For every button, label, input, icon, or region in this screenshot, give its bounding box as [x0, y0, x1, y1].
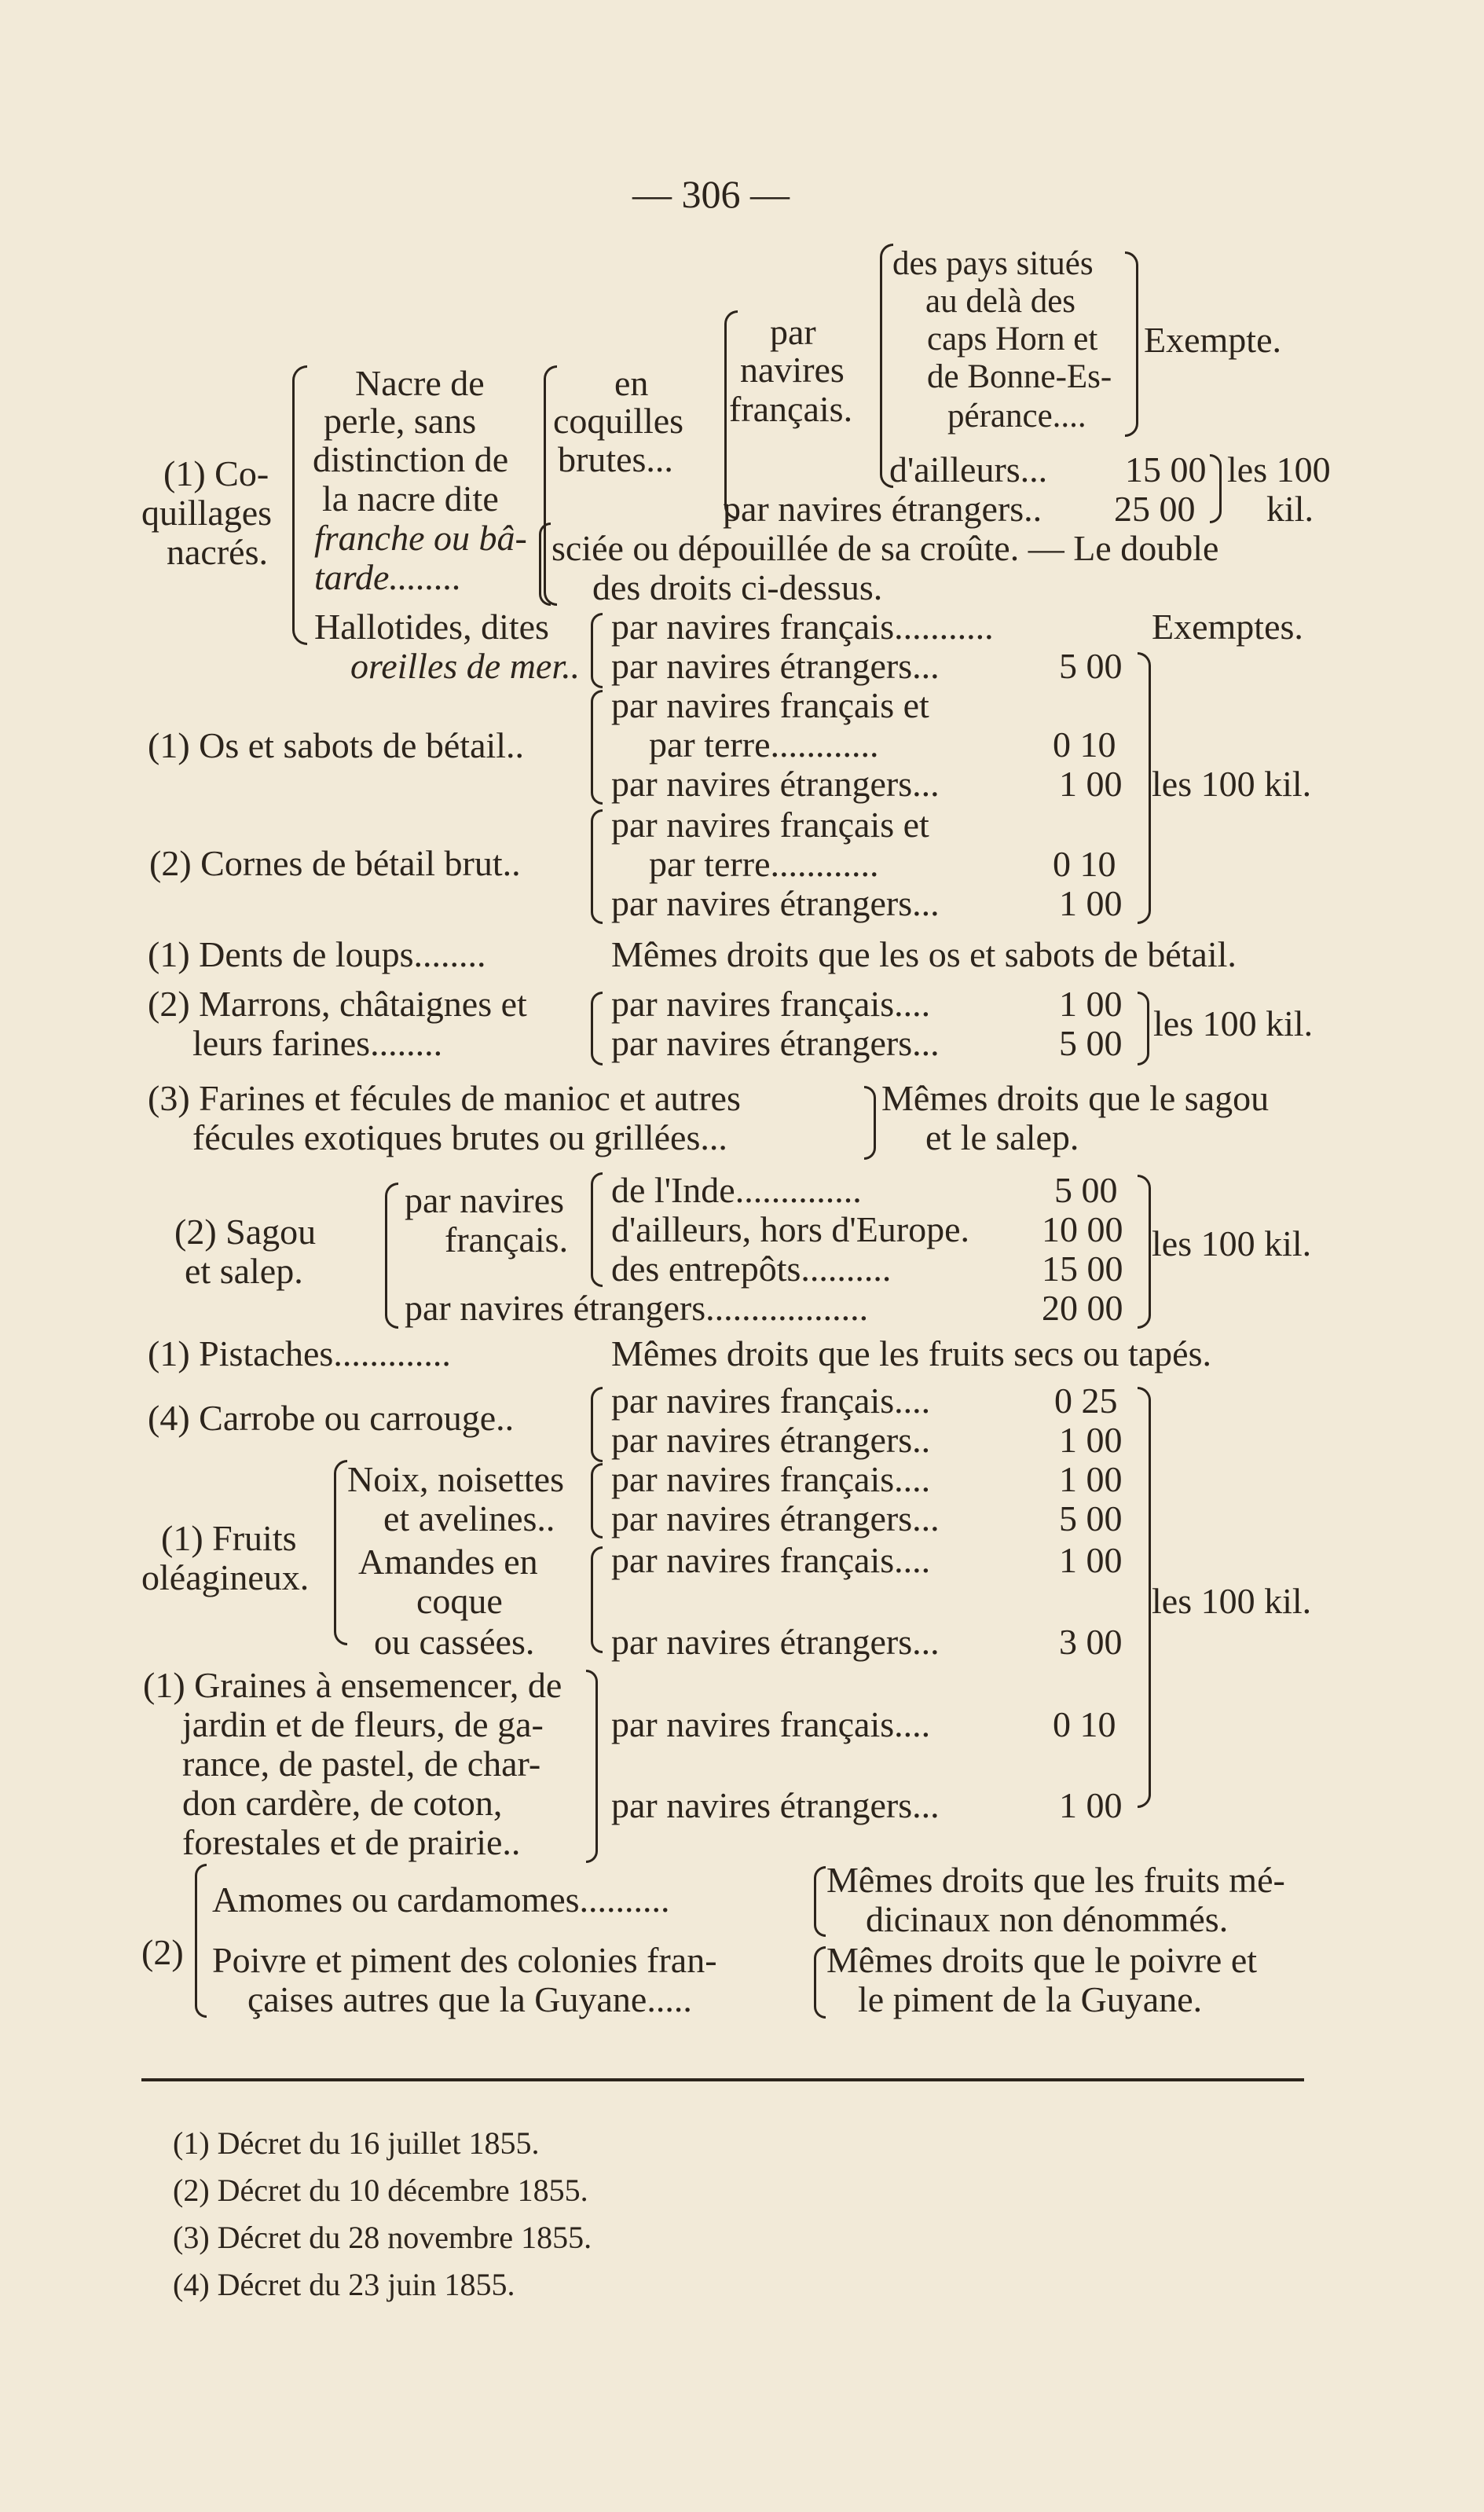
fruits-amandes-1: Amandes en — [358, 1542, 538, 1582]
nacre-pays-2: au delà des — [925, 283, 1076, 320]
sagou-etrangers-value: 20 00 — [1042, 1288, 1123, 1328]
dents-text: Mêmes droits que les os et sabots de bétail. — [611, 934, 1237, 974]
sagou-unit: les 100 kil. — [1152, 1223, 1312, 1263]
hallotides-francais: par navires français........... — [611, 607, 994, 647]
farines-brace — [864, 1086, 876, 1160]
graines-label-5: forestales et de prairie.. — [182, 1822, 521, 1862]
nacre-etrangers: par navires étrangers.. — [723, 489, 1042, 529]
nacre-category-3: nacrés. — [167, 532, 268, 572]
pistaches-text: Mêmes droits que les fruits secs ou tapés. — [611, 1333, 1211, 1373]
poivre-label-2: çaises autres que la Guyane..... — [247, 1979, 692, 2019]
nacre-sciee-1: sciée ou dépouillée de sa croûte. — Le double — [551, 528, 1219, 568]
marrons-etrangers-value: 5 00 — [1059, 1023, 1123, 1063]
nacre-pays-4: de Bonne-Es- — [927, 358, 1112, 395]
sagou-navires-1: par navires — [405, 1180, 565, 1220]
fruits-amandes-2: coque — [416, 1581, 503, 1621]
fruits-noix-etrangers-value: 5 00 — [1059, 1498, 1123, 1538]
marrons-etrangers: par navires étrangers... — [611, 1023, 940, 1063]
nacre-desc-5: franche ou bâ- — [314, 518, 527, 558]
cornes-etrangers-value: 1 00 — [1059, 883, 1123, 923]
fruits-amandes-3: ou cassées. — [374, 1622, 535, 1662]
amomes-mark: (2) — [141, 1932, 184, 1972]
hallotides-exemptes: Exemptes. — [1152, 607, 1303, 647]
nacre-ailleurs: d'ailleurs... — [889, 449, 1048, 490]
cornes-francais-2: par terre............ — [649, 844, 879, 884]
amomes-result-1: Mêmes droits que les fruits mé- — [826, 1860, 1285, 1900]
os-francais-2: par terre............ — [649, 724, 879, 765]
amomes-label: Amomes ou cardamomes.......... — [212, 1879, 670, 1920]
carrobe-francais: par navires français.... — [611, 1381, 931, 1421]
sagou-label-1: (2) Sagou — [174, 1212, 317, 1252]
amomes-result-2: dicinaux non dénommés. — [866, 1899, 1229, 1939]
cornes-francais-value: 0 10 — [1053, 844, 1116, 884]
cornes-francais-1: par navires français et — [611, 805, 929, 845]
sagou-ailleurs: d'ailleurs, hors d'Europe. — [611, 1209, 970, 1249]
hallotides-2: oreilles de mer.. — [350, 646, 581, 686]
farines-result-2: et le salep. — [925, 1117, 1079, 1157]
nacre-category-2: quillages — [141, 493, 273, 533]
fruits-unit: les 100 kil. — [1152, 1581, 1312, 1621]
nacre-pays-5: pérance.... — [947, 398, 1086, 435]
graines-francais-value: 0 10 — [1053, 1704, 1116, 1744]
nacre-desc-4: la nacre dite — [322, 479, 499, 519]
graines-label-2: jardin et de fleurs, de ga- — [182, 1704, 544, 1744]
fruits-noix-1: Noix, noisettes — [347, 1459, 564, 1499]
os-francais-1: par navires français et — [611, 685, 929, 725]
poivre-result-2: le piment de la Guyane. — [858, 1979, 1203, 2019]
nacre-ailleurs-value: 15 00 — [1125, 449, 1207, 490]
sagou-ailleurs-value: 10 00 — [1042, 1209, 1123, 1249]
hallotides-brace — [591, 613, 603, 688]
footnote-4: (4) Décret du 23 juin 1855. — [173, 2267, 515, 2302]
fruits-amandes-francais-value: 1 00 — [1059, 1540, 1123, 1580]
sagou-brace — [385, 1183, 398, 1329]
nacre-desc-3: distinction de — [313, 439, 509, 479]
nacre-en: en — [614, 363, 649, 403]
fruits-unit-brace — [1138, 1387, 1151, 1808]
os-unit-brace — [1138, 652, 1151, 924]
graines-label-1: (1) Graines à ensemencer, de — [143, 1665, 562, 1705]
nacre-desc-2: perle, sans — [324, 401, 477, 441]
footnote-1: (1) Décret du 16 juillet 1855. — [173, 2125, 540, 2161]
dents-label: (1) Dents de loups........ — [148, 934, 486, 974]
fruits-amandes-francais: par navires français.... — [611, 1540, 931, 1580]
nacre-coquilles: coquilles — [553, 401, 684, 441]
os-unit: les 100 kil. — [1152, 764, 1312, 804]
os-brace — [591, 690, 603, 805]
sagou-unit-brace — [1138, 1175, 1151, 1329]
os-etrangers: par navires étrangers... — [611, 764, 940, 804]
fruits-label-2: oléagineux. — [141, 1557, 310, 1597]
nacre-pays-1: des pays situés — [892, 245, 1094, 282]
nacre-brutes: brutes... — [558, 439, 673, 479]
fruits-amandes-etrangers: par navires étrangers... — [611, 1622, 940, 1662]
marrons-label-1: (2) Marrons, châtaignes et — [148, 984, 527, 1024]
amomes-brace — [195, 1864, 207, 2018]
os-francais-value: 0 10 — [1053, 724, 1116, 765]
fruits-amandes-brace — [591, 1546, 603, 1653]
footnote-2: (2) Décret du 10 décembre 1855. — [173, 2173, 588, 2208]
sagou-entrepots: des entrepôts.......... — [611, 1249, 892, 1289]
footnote-rule — [141, 2078, 1304, 2081]
nacre-unit-1: les 100 — [1227, 449, 1331, 490]
carrobe-brace — [591, 1387, 603, 1462]
nacre-exempte: Exempte. — [1144, 320, 1281, 360]
cornes-etrangers: par navires étrangers... — [611, 883, 940, 923]
fruits-noix-etrangers: par navires étrangers... — [611, 1498, 940, 1538]
graines-etrangers-value: 1 00 — [1059, 1785, 1123, 1825]
nacre-etrangers-value: 25 00 — [1114, 489, 1196, 529]
poivre-label-1: Poivre et piment des colonies fran- — [212, 1940, 717, 1980]
nacre-brace — [292, 365, 307, 645]
nacre-category-1: (1) Co- — [163, 453, 269, 493]
carrobe-etrangers: par navires étrangers.. — [611, 1420, 931, 1460]
amomes-result-brace — [814, 1866, 826, 1937]
graines-etrangers: par navires étrangers... — [611, 1785, 940, 1825]
fruits-brace — [334, 1460, 347, 1645]
cornes-brace — [591, 809, 603, 924]
farines-result-1: Mêmes droits que le sagou — [881, 1078, 1270, 1118]
marrons-unit-brace — [1138, 992, 1149, 1065]
sagou-etrangers: par navires étrangers.................. — [405, 1288, 869, 1328]
poivre-result-1: Mêmes droits que le poivre et — [826, 1940, 1258, 1980]
nacre-desc-6: tarde........ — [314, 557, 462, 597]
marrons-unit: les 100 kil. — [1153, 1003, 1314, 1043]
footnote-3: (3) Décret du 28 novembre 1855. — [173, 2220, 592, 2255]
hallotides-1: Hallotides, dites — [314, 607, 549, 647]
farines-label-2: fécules exotiques brutes ou grillées... — [192, 1117, 727, 1157]
sagou-entrepots-value: 15 00 — [1042, 1249, 1123, 1289]
sagou-francais-brace — [591, 1172, 603, 1287]
os-etrangers-value: 1 00 — [1059, 764, 1123, 804]
nacre-unit-brace — [1210, 454, 1222, 523]
marrons-francais-value: 1 00 — [1059, 984, 1123, 1024]
nacre-sciee-brace — [539, 523, 551, 606]
os-label: (1) Os et sabots de bétail.. — [148, 725, 525, 765]
graines-label-3: rance, de pastel, de char- — [182, 1744, 541, 1784]
graines-brace — [586, 1670, 598, 1863]
fruits-noix-francais: par navires français.... — [611, 1459, 931, 1499]
nacre-par: par — [770, 312, 816, 352]
graines-label-4: don cardère, de coton, — [182, 1783, 503, 1823]
page-number: — 306 — — [632, 172, 790, 216]
sagou-inde-value: 5 00 — [1054, 1170, 1118, 1210]
sagou-label-2: et salep. — [185, 1251, 303, 1291]
marrons-francais: par navires français.... — [611, 984, 931, 1024]
pistaches-label: (1) Pistaches............. — [148, 1333, 451, 1373]
sagou-navires-2: français. — [445, 1219, 569, 1260]
nacre-exempte-brace — [1125, 251, 1138, 437]
hallotides-etrangers: par navires étrangers... — [611, 646, 940, 686]
fruits-noix-2: et avelines.. — [383, 1498, 555, 1538]
cornes-label: (2) Cornes de bétail brut.. — [149, 843, 521, 883]
fruits-label-1: (1) Fruits — [161, 1518, 297, 1558]
marrons-brace — [591, 992, 603, 1065]
carrobe-etrangers-value: 1 00 — [1059, 1420, 1123, 1460]
graines-francais: par navires français.... — [611, 1704, 931, 1744]
fruits-noix-brace — [591, 1463, 603, 1538]
nacre-unit-2: kil. — [1266, 489, 1314, 529]
nacre-pays-3: caps Horn et — [927, 321, 1098, 358]
hallotides-etrangers-value: 5 00 — [1059, 646, 1123, 686]
sagou-inde: de l'Inde.............. — [611, 1170, 862, 1210]
nacre-navires: navires — [740, 350, 845, 390]
nacre-francais: français. — [729, 389, 853, 429]
carrobe-francais-value: 0 25 — [1054, 1381, 1118, 1421]
nacre-desc-1: Nacre de — [355, 363, 485, 403]
carrobe-label: (4) Carrobe ou carrouge.. — [148, 1398, 515, 1438]
fruits-amandes-etrangers-value: 3 00 — [1059, 1622, 1123, 1662]
fruits-noix-francais-value: 1 00 — [1059, 1459, 1123, 1499]
nacre-sciee-2: des droits ci-dessus. — [592, 567, 883, 607]
farines-label-1: (3) Farines et fécules de manioc et autres — [148, 1078, 741, 1118]
marrons-label-2: leurs farines........ — [192, 1023, 443, 1063]
poivre-result-brace — [814, 1946, 826, 2019]
